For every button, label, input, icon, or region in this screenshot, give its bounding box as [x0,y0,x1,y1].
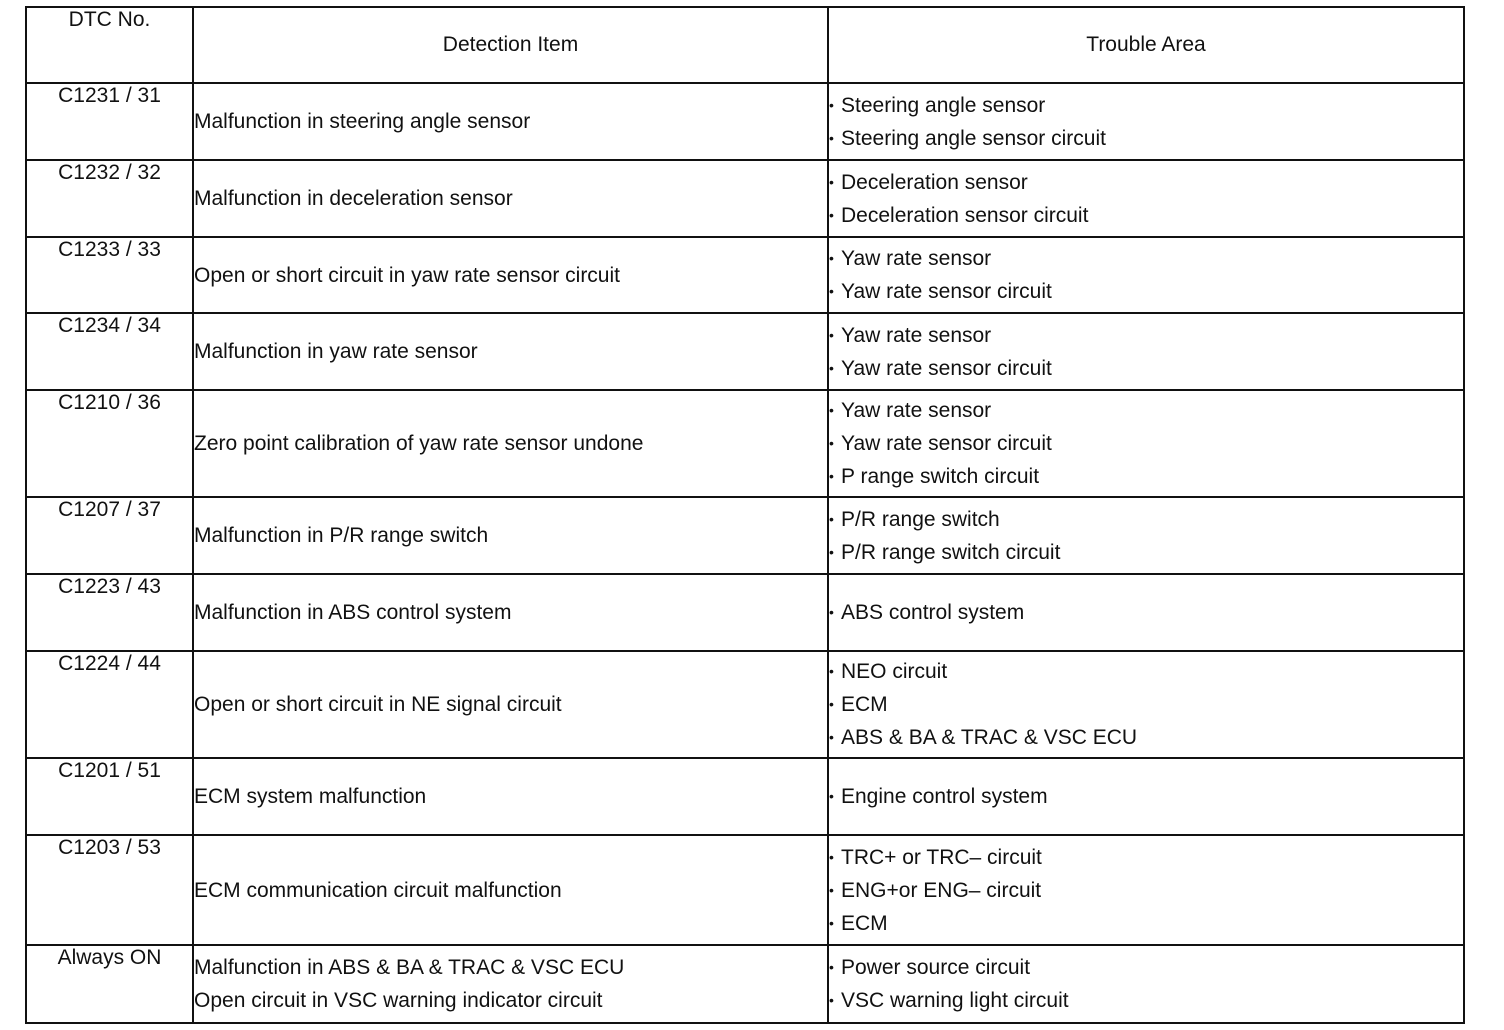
trouble-list-item [829,460,1463,493]
trouble-list-item [829,951,1463,984]
detection-text: Malfunction in ABS control system [194,601,512,624]
trouble-list-item [829,242,1463,275]
bullet-icon: • [829,129,834,146]
table-row [26,945,1464,1023]
detection-text: Open or short circuit in NE signal circuit [194,693,562,716]
trouble-list-item [829,427,1463,460]
header-dtc-no: DTC No. [26,7,193,83]
trouble-list [829,780,1463,813]
trouble-text: Yaw rate sensor circuit [841,280,1052,303]
trouble-list-item [829,319,1463,352]
table-row [26,835,1464,945]
bullet-icon: • [829,729,834,745]
trouble-list-item [829,352,1463,385]
bullet-icon: • [829,959,834,975]
trouble-list-item [829,199,1463,232]
table-row [26,237,1464,313]
trouble-list [829,394,1463,493]
trouble-list-item [829,503,1463,536]
trouble-list-item [829,275,1463,308]
detection-text: ECM system malfunction [194,785,427,808]
bullet-icon: • [829,696,834,712]
trouble-text: TRC+ or TRC– circuit [841,845,1042,869]
trouble-text: Deceleration sensor [841,170,1028,194]
table-row [26,83,1464,160]
trouble-text: ABS control system [841,601,1025,624]
detection-text: ECM communication circuit malfunction [194,878,562,902]
detection-text: Malfunction in deceleration sensor [194,187,513,210]
trouble-text: Yaw rate sensor circuit [841,356,1052,380]
detection-text: Malfunction in P/R range switch [194,524,489,547]
bullet-icon: • [829,881,834,898]
bullet-icon: • [829,326,834,343]
trouble-text: Yaw rate sensor circuit [841,432,1052,455]
detection-item [193,835,828,945]
trouble-text: ENG+or ENG– circuit [841,878,1042,902]
trouble-text: Deceleration sensor circuit [841,203,1089,227]
trouble-text: Steering angle sensor circuit [841,126,1106,150]
detection-item [193,237,828,313]
table-row [26,390,1464,497]
detection-item [193,83,828,160]
trouble-list [829,596,1463,629]
bullet-icon: • [829,283,834,299]
trouble-area [828,574,1464,651]
detection-item [193,574,828,651]
trouble-list [829,655,1463,754]
trouble-list [829,242,1463,308]
dtc-code: C1234 / 34 [26,313,193,390]
trouble-text: P/R range switch [841,507,1000,531]
bullet-icon: • [829,848,834,865]
detection-item [193,945,828,1023]
bullet-icon: • [829,402,834,418]
trouble-list-item [829,874,1463,907]
trouble-area [828,390,1464,497]
trouble-list-item [829,655,1463,688]
trouble-area [828,237,1464,313]
detection-item [193,758,828,835]
trouble-area [828,651,1464,758]
bullet-icon: • [829,604,834,620]
dtc-code: C1207 / 37 [26,497,193,574]
detection-text: Open circuit in VSC warning indicator circuit [194,989,603,1012]
trouble-list-item [829,688,1463,721]
trouble-list-item [829,89,1463,122]
detection-text: Zero point calibration of yaw rate sensor undone [194,432,644,455]
detection-text: Malfunction in ABS & BA & TRAC & VSC ECU [194,956,625,979]
bullet-icon: • [829,435,834,451]
dtc-code: C1223 / 43 [26,574,193,651]
bullet-icon: • [829,468,834,484]
header-trouble-area: Trouble Area [828,7,1464,83]
bullet-icon: • [829,206,834,223]
dtc-code: C1210 / 36 [26,390,193,497]
bullet-icon: • [829,359,834,376]
detection-text: Malfunction in yaw rate sensor [194,340,478,363]
trouble-text: Engine control system [841,785,1048,808]
trouble-list-item [829,984,1463,1017]
detection-item [193,313,828,390]
dtc-code: Always ON [26,945,193,1023]
trouble-list [829,841,1463,940]
dtc-code: C1224 / 44 [26,651,193,758]
trouble-area [828,758,1464,835]
header-detection-item: Detection Item [193,7,828,83]
trouble-text: Steering angle sensor [841,93,1046,117]
table-row [26,497,1464,574]
trouble-text: NEO circuit [841,660,948,683]
trouble-text: ECM [841,911,888,935]
trouble-list-item [829,166,1463,199]
trouble-list [829,319,1463,385]
trouble-list [829,503,1463,569]
trouble-list-item [829,907,1463,940]
dtc-code: C1203 / 53 [26,835,193,945]
header-row [26,7,1464,83]
dtc-code: C1231 / 31 [26,83,193,160]
detection-item [193,651,828,758]
table-row [26,160,1464,237]
dtc-code: C1201 / 51 [26,758,193,835]
trouble-area [828,313,1464,390]
table-row [26,313,1464,390]
bullet-icon: • [829,173,834,190]
bullet-icon: • [829,663,834,679]
trouble-list-item [829,780,1463,813]
trouble-list-item [829,596,1463,629]
trouble-area [828,835,1464,945]
trouble-text: VSC warning light circuit [841,989,1069,1012]
dtc-code: C1232 / 32 [26,160,193,237]
trouble-list-item [829,394,1463,427]
bullet-icon: • [829,992,834,1008]
trouble-list-item [829,841,1463,874]
detection-text: Malfunction in steering angle sensor [194,110,531,133]
bullet-icon: • [829,788,834,804]
trouble-text: Power source circuit [841,956,1031,979]
detection-text: Open or short circuit in yaw rate sensor circuit [194,263,620,287]
trouble-list-item [829,721,1463,754]
bullet-icon: • [829,914,834,931]
detection-item [193,160,828,237]
dtc-code: C1233 / 33 [26,237,193,313]
trouble-area [828,945,1464,1023]
detection-item [193,497,828,574]
trouble-text: ECM [841,693,888,716]
bullet-icon: • [829,250,834,266]
trouble-text: P/R range switch circuit [841,540,1061,564]
table-row [26,574,1464,651]
trouble-list [829,89,1463,155]
trouble-text: Yaw rate sensor [841,399,992,422]
table-row [26,758,1464,835]
trouble-list-item [829,536,1463,569]
trouble-list [829,951,1463,1017]
trouble-list [829,166,1463,232]
trouble-text: Yaw rate sensor [841,323,992,347]
bullet-icon: • [829,543,834,560]
bullet-icon: • [829,510,834,527]
trouble-text: P range switch circuit [841,465,1040,488]
table-row [26,651,1464,758]
trouble-area [828,160,1464,237]
dtc-table [25,6,1465,1024]
trouble-text: Yaw rate sensor [841,247,992,270]
trouble-list-item [829,122,1463,155]
detection-item [193,390,828,497]
trouble-text: ABS & BA & TRAC & VSC ECU [841,726,1138,749]
trouble-area [828,83,1464,160]
bullet-icon: • [829,96,834,113]
trouble-area [828,497,1464,574]
